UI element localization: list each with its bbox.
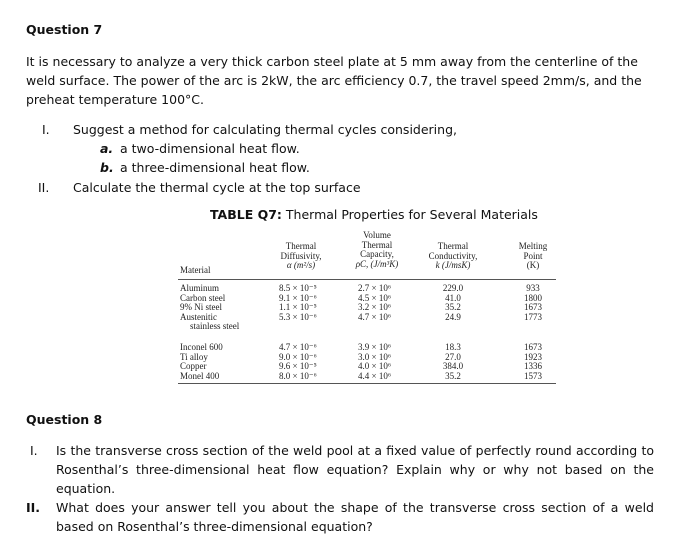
header-melting-point: Melting Point (K) [518,241,548,270]
conductivity-column: 229.0 41.0 35.2 24.9 [442,283,464,322]
question-8-item-2: What does your answer tell you about the shape of the transverse cross section of a weld based on Rosenthal’s three-dimensional equation? [56,500,654,534]
capacity-column: 3.9 × 10⁶ 3.0 × 10⁶ 4.0 × 10⁶ 4.4 × 10⁶ [358,342,391,381]
list-item-number: I. [30,443,38,458]
item-number: I. [42,122,50,137]
table-caption-label: TABLE Q7: [210,207,282,222]
conductivity-column: 18.3 27.0 384.0 35.2 [442,342,464,381]
item-number: b. [100,160,114,175]
item-number: a. [100,141,114,156]
header-divider [178,279,556,280]
item-text: Suggest a method for calculating thermal cycles considering, [73,122,457,137]
question-7-title: Question 7 [26,22,103,37]
diffusivity-column: 8.5 × 10⁻⁵ 9.1 × 10⁻⁶ 1.1 × 10⁻⁵ 5.3 × 10⁻⁶ [279,283,317,322]
melting-column: 933 1800 1673 1773 [524,283,542,322]
table-bottom-rule [178,383,556,384]
table-row: Inconel 600 Ti alloy Copper Monel 400 [180,342,223,381]
question-8-item-1: Is the transverse cross section of the weld pool at a fixed value of perfectly round according to Rosenthal’s three-dimensional heat flow equation? Explain why or why not based on the equation. [56,443,654,496]
table-row: Aluminum Carbon steel 9% Ni steel Austenitic stainless steel [180,283,240,331]
item-text: Calculate the thermal cycle at the top surface [73,180,361,195]
question-8-title: Question 8 [26,412,103,427]
capacity-column: 2.7 × 10⁶ 4.5 × 10⁶ 3.2 × 10⁶ 4.7 × 10⁶ [358,283,391,322]
item-number: II. [38,180,50,195]
question-7-intro: It is necessary to analyze a very thick carbon steel plate at 5 mm away from the centerline of the weld surface. The power of the arc is 2kW, the arc efficiency 0.7, the travel speed 2mm/s, and the preheat temperature 100°C. [26,54,642,107]
header-conductivity: Thermal Conductivity, k (J/msK) [428,241,478,270]
item-text: a two-dimensional heat flow. [120,141,300,156]
header-material: Material [180,265,211,275]
melting-column: 1673 1923 1336 1573 [524,342,542,381]
header-diffusivity: Thermal Diffusivity, α (m²/s) [280,241,322,270]
header-capacity: Volume Thermal Capacity, ρC, (J/m³K) [355,230,399,269]
item-text: a three-dimensional heat flow. [120,160,310,175]
list-item-number: II. [26,500,41,515]
diffusivity-column: 4.7 × 10⁻⁶ 9.0 × 10⁻⁶ 9.6 × 10⁻⁵ 8.0 × 10⁻⁶ [279,342,317,381]
table-caption-text: Thermal Properties for Several Materials [281,207,538,222]
